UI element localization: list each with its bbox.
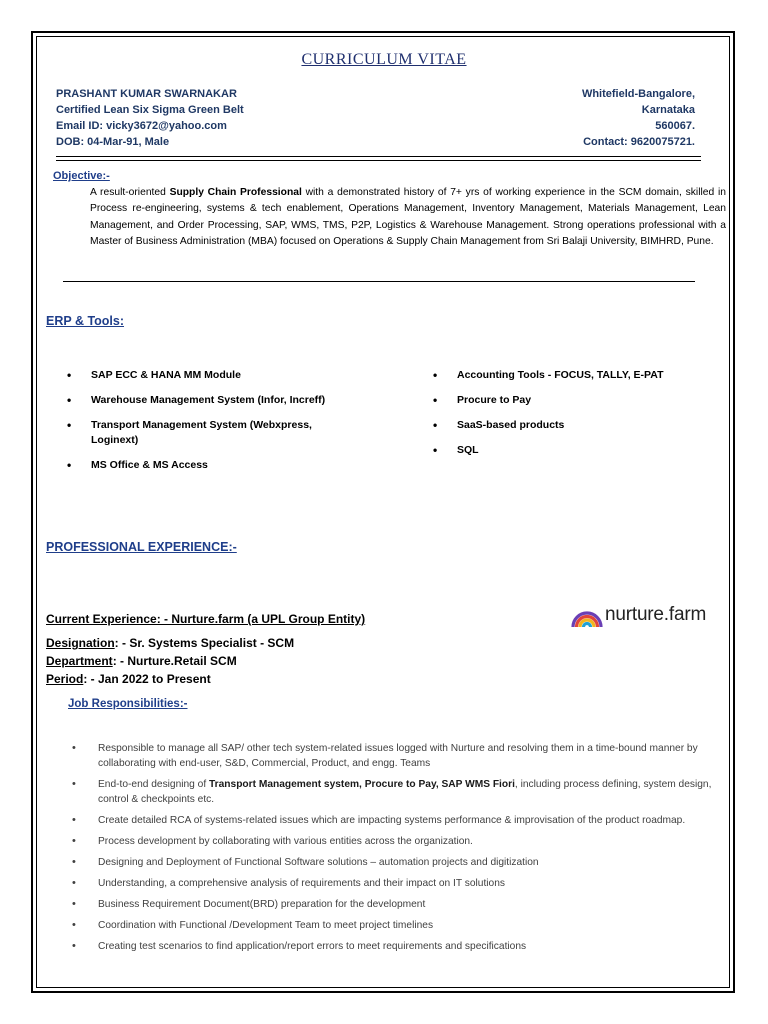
erp-heading: ERP & Tools: [46,314,125,328]
list-item: • Coordination with Functional /Development Team to meet project timelines [72,919,434,931]
list-item: • Warehouse Management System (Infor, Increff) [67,393,326,407]
objective-divider [63,281,695,282]
responsibilities-list [72,741,722,954]
period: Period: - Jan 2022 to Present [46,672,211,686]
current-experience: Current Experience: - Nurture.farm (a UPL Group Entity) [46,612,366,626]
rainbow-icon [571,606,603,628]
location-line2: Karnataka [641,104,695,116]
nurture-farm-logo: nurture.farm [571,602,711,632]
erp-list-left [67,368,367,473]
list-item: • Designing and Deployment of Functional Software solutions – automation projects and digitization [72,856,539,868]
phone: Contact: 9620075721. [583,136,695,148]
list-item: • SQL [433,443,479,457]
list-item: • Transport Management System (Webxpress, [67,418,312,432]
list-item: • Creating test scenarios to find application/report errors to meet requirements and specifications [72,940,527,952]
list-item: • SAP ECC & HANA MM Module [67,368,241,382]
responsibilities-heading: Job Responsibilities:- [68,698,188,710]
list-item: • Procure to Pay [433,393,532,407]
objective-text-part1: A result-oriented [90,187,170,198]
contact-right [582,86,695,150]
contact-left [56,86,244,150]
email: Email ID: vicky3672@yahoo.com [56,120,227,132]
designation: Designation: - Sr. Systems Specialist - SCM [46,636,295,650]
header-divider-1 [56,156,701,157]
experience-heading: PROFESSIONAL EXPERIENCE:- [46,540,237,554]
objective-text-part2: with a demonstrated history of 7+ yrs of working experience in the SCM domain, skilled in Process re-engineering, systems & tech enablement, Operations Management, Inventory Management, Materials Management, Lean Management, and Order Processing, SAP, WMS, TMS, P2P, Logistics & Warehouse Management. Strong operations professional with a Master of Business Administration (MBA) focused on Operations & Supply Chain Management from Sri Balaji University, BIMHRD, Pune. [90,187,726,247]
objective-heading: Objective:- [53,170,110,182]
objective-text [90,185,726,250]
list-item: • Business Requirement Document(BRD) preparation for the development [72,898,426,910]
date-of-birth: DOB: 04-Mar-91, Male [56,136,170,148]
candidate-name: PRASHANT KUMAR SWARNAKAR [56,88,237,100]
location-line1: Whitefield-Bangalore, [581,88,695,100]
list-item: • Responsible to manage all SAP/ other tech system-related issues logged with Nurture and resolving them in a time-bound manner by collaborating with end-user, S&D, Commercial, Product, and engg. Teams [72,742,698,769]
document-title: CURRICULUM VITAE [301,51,467,68]
list-item: • Create detailed RCA of systems-related issues which are impacting systems performance & improvisation of the product roadmap. [72,814,686,826]
list-item-continuation: Loginext) [91,434,139,446]
certification: Certified Lean Six Sigma Green Belt [56,104,244,116]
pincode: 560067. [655,120,695,132]
list-item: • MS Office & MS Access [67,458,208,472]
list-item: • Accounting Tools - FOCUS, TALLY, E-PAT [433,368,664,382]
erp-list-right [433,368,723,458]
header-divider-2 [56,160,701,161]
list-item: • SaaS-based products [433,418,565,432]
objective-text-bold: Supply Chain Professional [169,187,302,198]
list-item: • Process development by collaborating with various entities across the organization. [72,835,473,847]
department: Department: - Nurture.Retail SCM [46,654,237,668]
list-item: • End-to-end designing of Transport Management system, Procure to Pay, SAP WMS Fiori, including process defining, system design, control & checkpoints etc. [72,778,712,805]
list-item: • Understanding, a comprehensive analysis of requirements and their impact on IT solutions [72,877,505,889]
